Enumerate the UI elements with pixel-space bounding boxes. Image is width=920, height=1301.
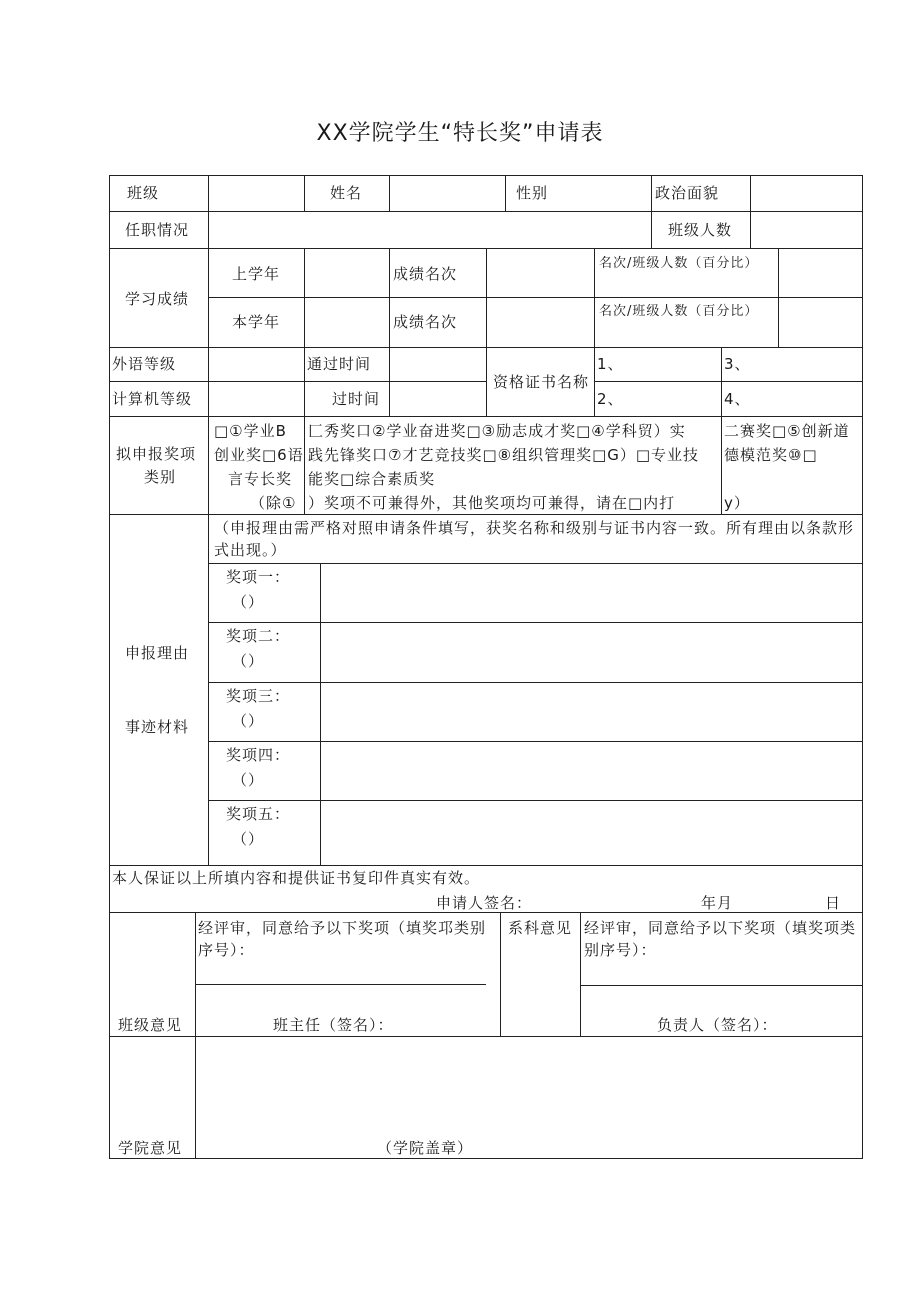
class-opinion-text: 经评审，同意给予以下奖项（填奖邛类别序号）： (198, 919, 487, 959)
reason-item-label: 奖项三： (226, 687, 291, 705)
reason-item-paren: （） (232, 652, 265, 670)
reason-item-paren: （） (232, 830, 265, 848)
award-col1-line2: 创业奖□6语 (214, 446, 304, 464)
label-rank-this: 成绩名次 (393, 313, 458, 331)
label-award-category-2: 类别 (144, 468, 177, 486)
label-class-opinion: 班级意见 (118, 1016, 183, 1034)
award-col2-line2: 践先锋奖口⑦才艺竞技奖□⑧组织管理奖□G）□专业技 (308, 446, 700, 464)
award-col3-line2: 德模范奖⑩□ (724, 446, 818, 464)
label-pass-time-2: 过时间 (332, 390, 381, 408)
label-certificate-name: 资格证书名称 (493, 373, 590, 391)
label-department-opinion: 系科意见 (508, 919, 573, 937)
reason-item-paren: （） (232, 593, 265, 611)
reason-instruction: （申报理由需严格对照申请条件填写，获奖名称和级别与证书内容一致。所有理由以条款形式出现。） (214, 519, 855, 559)
label-rank-ratio-this: 名次/班级人数（百分比） (599, 304, 759, 319)
award-col2-line1: 匚秀奖口②学业奋进奖□③励志成才奖□④学科贸）实 (308, 422, 686, 440)
label-college-opinion: 学院意见 (118, 1139, 183, 1157)
label-study-score: 学习成绩 (125, 290, 190, 308)
label-reason: 申报理由 (125, 644, 190, 662)
award-col2-line4: ）奖项不可兼得外，其他奖项均可兼得，请在□内打 (308, 494, 676, 512)
pledge-text: 本人保证以上所填内容和提供证书复印件真实有效。 (112, 869, 481, 887)
award-col1-line4: （除① (250, 494, 297, 512)
award-col1-line1: □①学业B (214, 422, 287, 440)
form-title: XX学院学生“特长奖”申请表 (316, 121, 604, 146)
label-award-category-1: 拟申报奖项 (116, 445, 197, 463)
reason-item-label: 奖项二： (226, 627, 291, 645)
date-day: 日 (825, 894, 842, 912)
award-col3-line1: 二赛奖□⑤创新道 (724, 422, 850, 440)
department-opinion-text: 经评审，同意给予以下奖项（填奖项类别序号）： (584, 919, 857, 959)
class-teacher-signature: 班主任（签名）： (273, 1016, 394, 1034)
reason-item-label: 奖项四： (226, 746, 291, 764)
label-class: 班级 (127, 184, 160, 202)
label-computer-level: 计算机等级 (112, 390, 193, 408)
award-col3-line4: y） (724, 494, 750, 512)
label-this-year: 本学年 (232, 313, 281, 331)
reason-item-paren: （） (232, 771, 265, 789)
label-class-size: 班级人数 (668, 221, 733, 239)
label-rank-last: 成绩名次 (393, 265, 458, 283)
label-rank-ratio-last: 名次/班级人数（百分比） (599, 256, 759, 271)
award-col1-line3: 言专长奖 (228, 470, 293, 488)
applicant-signature-label: 申请人签名： (436, 894, 533, 912)
cert-number-1: 1、 (597, 355, 624, 373)
label-last-year: 上学年 (232, 265, 281, 283)
reason-item-paren: （） (232, 712, 265, 730)
reason-item-label: 奖项五： (226, 805, 291, 823)
cert-number-2: 2、 (597, 390, 624, 408)
reason-item-label: 奖项一： (226, 568, 291, 586)
label-pass-time-1: 通过时间 (307, 355, 372, 373)
cert-number-3: 3、 (724, 355, 751, 373)
college-stamp: （学院盖章） (377, 1139, 474, 1157)
award-col2-line3: 能奖□综合素质奖 (308, 470, 436, 488)
date-year-month: 年月 (701, 894, 734, 912)
label-foreign-language: 外语等级 (112, 355, 177, 373)
label-name: 姓名 (330, 184, 363, 202)
label-gender: 性别 (516, 184, 549, 202)
department-head-signature: 负责人（签名）： (657, 1016, 778, 1034)
label-political-status: 政治面貌 (655, 184, 720, 202)
label-position: 任职情况 (125, 221, 190, 239)
label-materials: 事迹材料 (125, 718, 190, 736)
cert-number-4: 4、 (724, 390, 751, 408)
